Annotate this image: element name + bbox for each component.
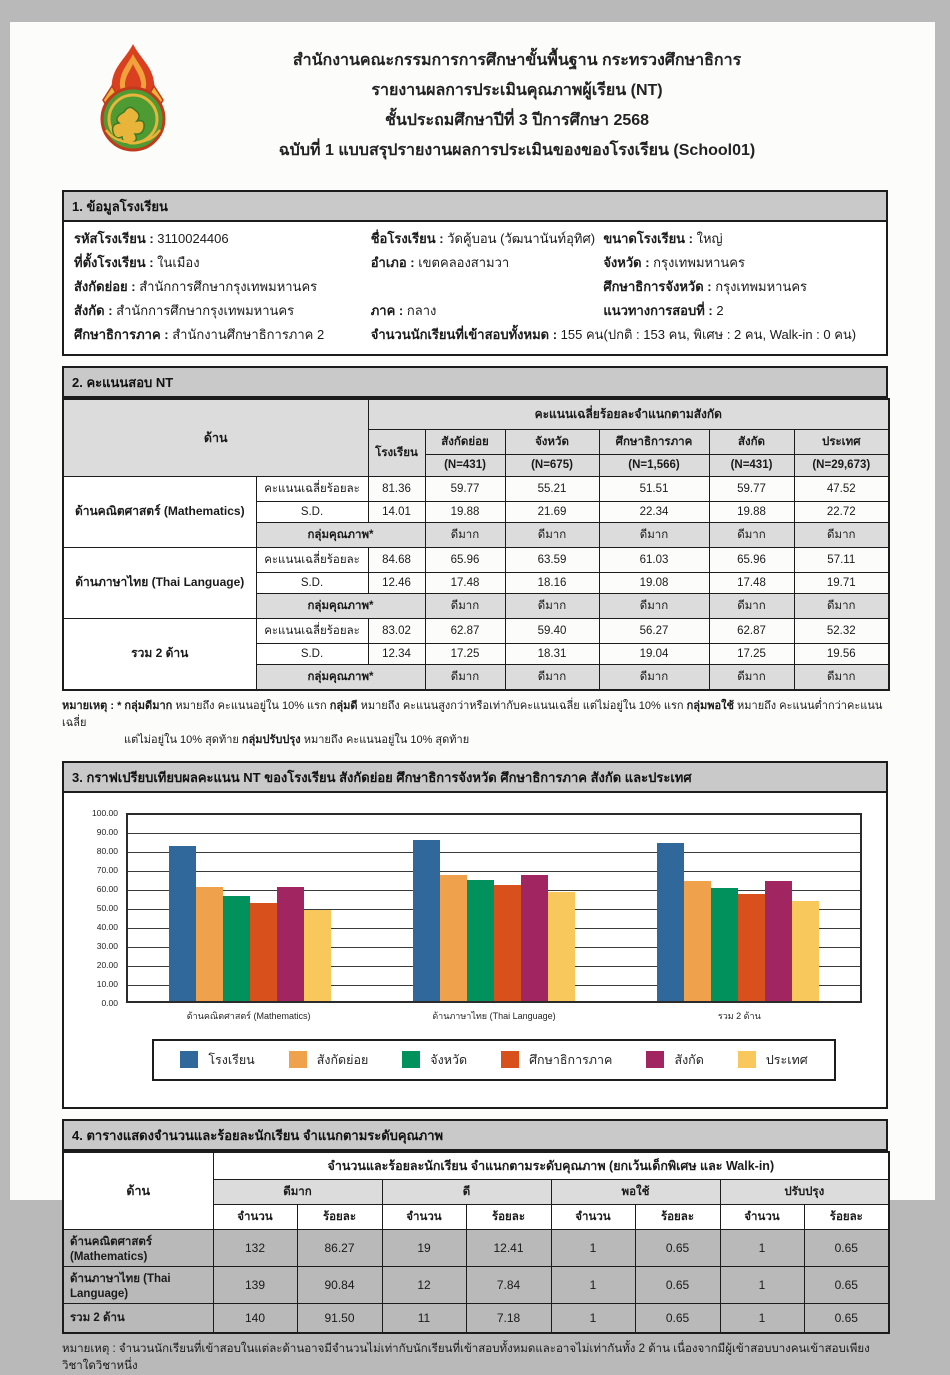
- title-line-1: สำนักงานคณะกรรมการการศึกษาขั้นพื้นฐาน กระทรวงศึกษาธิการ: [292, 52, 742, 69]
- chart-bar-จังหวัด: [711, 888, 738, 1001]
- mean-value-cell: 55.21: [505, 476, 599, 501]
- sd-value-cell: 12.46: [368, 572, 425, 593]
- school-info-field-label: จังหวัด :: [603, 255, 654, 270]
- school-info-empty-cell: [371, 275, 604, 299]
- section3-title: 3. กราฟเปรียบเทียบผลคะแนน NT ของโรงเรียน สังกัดย่อย ศึกษาธิการจังหวัด ศึกษาธิการภาค สังกัด และประเทศ: [64, 763, 886, 793]
- note-segment: แต่ไม่อยู่ใน 10% สุดท้าย: [124, 733, 242, 746]
- legend-swatch: [289, 1051, 307, 1068]
- school-info-field: [371, 227, 604, 251]
- domain-cell: รวม 2 ด้าน: [63, 618, 256, 690]
- school-info-box: [62, 222, 888, 356]
- legend-label: จังหวัด: [430, 1052, 468, 1067]
- mean-value-cell: 83.02: [368, 618, 425, 643]
- col-header-affiliation: จังหวัด: [505, 429, 599, 454]
- quality-value-cell: ดีมาก: [709, 522, 794, 547]
- school-info-field-value: กรุงเทพมหานคร: [715, 279, 808, 294]
- nt-score-row-mean: [63, 547, 889, 572]
- metric-label-sd: S.D.: [256, 643, 368, 664]
- sd-value-cell: 19.08: [599, 572, 709, 593]
- school-info-field-label: สังกัด :: [74, 303, 117, 318]
- col-header-n-count: (N=431): [425, 454, 505, 476]
- title-line-4: ฉบับที่ 1 แบบสรุปรายงานผลการประเมินของของโรงเรียน (School01): [278, 142, 756, 159]
- chart-bar-ศึกษาธิการภาค: [738, 894, 765, 1001]
- school-info-field-label: จำนวนนักเรียนที่เข้าสอบทั้งหมด :: [370, 327, 561, 342]
- legend-item: [180, 1050, 254, 1070]
- x-axis-category-label: ด้านคณิตศาสตร์ (Mathematics): [186, 1010, 311, 1021]
- quality-table-row: [63, 1230, 889, 1267]
- quality-count-cell: 1: [551, 1267, 635, 1304]
- sd-value-cell: 22.34: [599, 501, 709, 522]
- chart-bar-ประเทศ: [304, 910, 331, 1000]
- col-header-n-count: (N=675): [505, 454, 599, 476]
- y-axis-tick-label: 40.00: [96, 921, 118, 932]
- chart-bar-โรงเรียน: [413, 840, 440, 1001]
- school-info-field-value: สำนักการศึกษากรุงเทพมหานคร: [116, 303, 295, 318]
- metric-label-quality: กลุ่มคุณภาพ*: [256, 593, 425, 618]
- domain-cell: รวม 2 ด้าน: [63, 1304, 213, 1333]
- col-header-affiliation: ประเทศ: [794, 429, 889, 454]
- legend-item: [646, 1050, 703, 1070]
- col-header-span: คะแนนเฉลี่ยร้อยละจำแนกตามสังกัด: [368, 399, 889, 429]
- quality-value-cell: ดีมาก: [794, 522, 889, 547]
- q-level-header: ดีมาก: [213, 1180, 382, 1205]
- chart-bar-จังหวัด: [467, 880, 494, 1001]
- chart-bar-ประเทศ: [548, 892, 575, 1001]
- obec-logo: [90, 42, 176, 160]
- quality-value-cell: ดีมาก: [505, 664, 599, 690]
- nt-score-table: [62, 398, 890, 691]
- quality-count-cell: 1: [720, 1304, 804, 1333]
- quality-value-cell: ดีมาก: [709, 664, 794, 690]
- school-info-field-label: ชื่อโรงเรียน :: [370, 231, 448, 246]
- note-segment: กลุ่มดี: [329, 699, 358, 712]
- chart-legend: [152, 1039, 835, 1081]
- quality-count-cell: 1: [551, 1304, 635, 1333]
- note-segment: * กลุ่มดีมาก: [117, 699, 173, 712]
- school-info-field-label: ศึกษาธิการจังหวัด :: [603, 279, 716, 294]
- quality-value-cell: ดีมาก: [599, 522, 709, 547]
- y-axis: [74, 807, 118, 1008]
- section1-title: 1. ข้อมูลโรงเรียน: [62, 190, 888, 222]
- mean-value-cell: 59.77: [709, 476, 794, 501]
- quality-count-cell: 90.84: [297, 1267, 382, 1304]
- school-info-field-label: ขนาดโรงเรียน :: [603, 231, 697, 246]
- metric-label-mean: คะแนนเฉลี่ยร้อยละ: [256, 547, 368, 572]
- col-header-affiliation: สังกัด: [709, 429, 794, 454]
- y-axis-tick-label: 50.00: [96, 902, 118, 913]
- quality-count-cell: 139: [213, 1267, 297, 1304]
- chart-bar-สังกัดย่อย: [440, 875, 467, 1000]
- quality-count-cell: 132: [213, 1230, 297, 1267]
- chart-bar-ประเทศ: [792, 901, 819, 1000]
- school-info-field-label: สังกัดย่อย :: [74, 279, 140, 294]
- school-info-field: [371, 323, 876, 347]
- nt-score-row-mean: [63, 476, 889, 501]
- school-info-field-value: 3110024406: [157, 231, 229, 246]
- legend-swatch: [646, 1051, 664, 1068]
- note-segment: หมายถึง คะแนนอยู่ใน 10% สุดท้าย: [300, 733, 470, 746]
- sd-value-cell: 18.16: [505, 572, 599, 593]
- school-info-field-value: 155 คน(ปกติ : 153 คน, พิเศษ : 2 คน, Walk-in : 0 คน): [560, 327, 857, 342]
- school-info-field: [74, 275, 371, 299]
- bar-group: [169, 815, 331, 1001]
- chart-bar-โรงเรียน: [169, 846, 196, 1001]
- report-header: [62, 38, 888, 180]
- bar-group: [657, 815, 819, 1001]
- q-sub-header: ร้อยละ: [804, 1205, 889, 1230]
- quality-count-cell: 11: [382, 1304, 466, 1333]
- school-info-field: [74, 227, 371, 251]
- sd-value-cell: 19.88: [709, 501, 794, 522]
- chart-bar-สังกัด: [277, 887, 304, 1001]
- chart-bar-ศึกษาธิการภาค: [494, 885, 521, 1001]
- school-info-field: [603, 275, 876, 299]
- metric-label-sd: S.D.: [256, 501, 368, 522]
- quality-count-cell: 0.65: [804, 1267, 889, 1304]
- sd-value-cell: 17.48: [425, 572, 505, 593]
- school-info-row: [74, 323, 876, 347]
- mean-value-cell: 56.27: [599, 618, 709, 643]
- sd-value-cell: 17.48: [709, 572, 794, 593]
- note-segment: หมายถึง คะแนนสูงกว่าหรือเท่ากับคะแนนเฉลี่ย แต่ไม่อยู่ใน 10% แรก: [357, 699, 687, 712]
- chart-area: [64, 793, 886, 1107]
- x-axis: [126, 1009, 862, 1023]
- school-info-field: [371, 251, 604, 275]
- school-info-field-value: เขตคลองสามวา: [418, 255, 510, 270]
- school-info-field-label: ภาค :: [370, 303, 407, 318]
- col-header-n-count: (N=29,673): [794, 454, 889, 476]
- quality-value-cell: ดีมาก: [599, 664, 709, 690]
- y-axis-tick-label: 10.00: [96, 978, 118, 989]
- school-info-field: [603, 227, 876, 251]
- note-segment: หมายเหตุ :: [62, 699, 118, 712]
- mean-value-cell: 62.87: [709, 618, 794, 643]
- title-line-3: ชั้นประถมศึกษาปีที่ 3 ปีการศึกษา 2568: [384, 112, 650, 129]
- chart-plot-area: [126, 813, 862, 1003]
- chart-bar-สังกัดย่อย: [196, 887, 223, 1001]
- school-info-row: [74, 299, 876, 323]
- school-info-field: [74, 323, 371, 347]
- legend-swatch: [501, 1051, 519, 1068]
- report-page: [10, 22, 935, 1372]
- quality-count-cell: 0.65: [635, 1267, 720, 1304]
- note-segment: กลุ่มปรับปรุง: [241, 733, 301, 746]
- school-info-field-label: ที่ตั้งโรงเรียน :: [74, 255, 158, 270]
- note-segment: หมายถึง คะแนนต่ำกว่าคะแนนเฉลี่ย: [62, 699, 883, 729]
- school-info-field-label: ศึกษาธิการภาค :: [74, 327, 173, 342]
- mean-value-cell: 52.32: [794, 618, 889, 643]
- quality-value-cell: ดีมาก: [794, 593, 889, 618]
- school-info-field-value: 2: [716, 303, 724, 318]
- section2-note: [62, 698, 888, 749]
- section2-title: 2. คะแนนสอบ NT: [62, 366, 888, 398]
- sd-value-cell: 17.25: [425, 643, 505, 664]
- school-info-row: [74, 275, 876, 299]
- legend-item: [501, 1050, 612, 1070]
- mean-value-cell: 57.11: [794, 547, 889, 572]
- quality-value-cell: ดีมาก: [709, 593, 794, 618]
- sd-value-cell: 19.71: [794, 572, 889, 593]
- mean-value-cell: 59.77: [425, 476, 505, 501]
- mean-value-cell: 61.03: [599, 547, 709, 572]
- legend-label: โรงเรียน: [208, 1052, 255, 1067]
- mean-value-cell: 59.40: [505, 618, 599, 643]
- col-header-n-count: (N=1,566): [599, 454, 709, 476]
- chart-bar-จังหวัด: [223, 896, 250, 1001]
- school-info-field-value: วัดคู้บอน (วัฒนานันท์อุทิศ): [447, 231, 596, 246]
- q-col-header-domain: ด้าน: [63, 1152, 213, 1230]
- legend-swatch: [402, 1051, 420, 1068]
- y-axis-tick-label: 80.00: [96, 845, 118, 856]
- quality-level-table: [62, 1151, 890, 1334]
- quality-count-cell: 0.65: [804, 1230, 889, 1267]
- school-info-field: [371, 299, 604, 323]
- y-axis-tick-label: 20.00: [96, 959, 118, 970]
- bar-group: [413, 815, 575, 1001]
- metric-label-quality: กลุ่มคุณภาพ*: [256, 522, 425, 547]
- metric-label-quality: กลุ่มคุณภาพ*: [256, 664, 425, 690]
- mean-value-cell: 65.96: [425, 547, 505, 572]
- q-sub-header: จำนวน: [720, 1205, 804, 1230]
- chart-bar-ศึกษาธิการภาค: [250, 903, 277, 1001]
- quality-count-cell: 12.41: [466, 1230, 551, 1267]
- sd-value-cell: 19.88: [425, 501, 505, 522]
- school-info-field-value: ในเมือง: [157, 255, 200, 270]
- mean-value-cell: 84.68: [368, 547, 425, 572]
- legend-label: สังกัดย่อย: [316, 1052, 369, 1067]
- quality-count-cell: 0.65: [635, 1304, 720, 1333]
- quality-value-cell: ดีมาก: [425, 522, 505, 547]
- mean-value-cell: 63.59: [505, 547, 599, 572]
- y-axis-tick-label: 30.00: [96, 940, 118, 951]
- school-info-field-value: กรุงเทพมหานคร: [653, 255, 745, 270]
- mean-value-cell: 51.51: [599, 476, 709, 501]
- q-sub-header: จำนวน: [213, 1205, 297, 1230]
- school-info-field-value: สำนักการศึกษากรุงเทพมหานคร: [139, 279, 318, 294]
- quality-table-row: [63, 1267, 889, 1304]
- quality-count-cell: 0.65: [635, 1230, 720, 1267]
- school-info-field: [74, 299, 371, 323]
- q-level-header: พอใช้: [551, 1180, 720, 1205]
- note-segment: หมายถึง คะแนนอยู่ใน 10% แรก: [172, 699, 330, 712]
- metric-label-mean: คะแนนเฉลี่ยร้อยละ: [256, 618, 368, 643]
- q-level-header: ปรับปรุง: [720, 1180, 889, 1205]
- mean-value-cell: 62.87: [425, 618, 505, 643]
- y-axis-tick-label: 0.00: [101, 997, 118, 1008]
- section2-note-line1: [62, 700, 882, 729]
- y-axis-tick-label: 60.00: [96, 883, 118, 894]
- school-info-field: [603, 251, 876, 275]
- y-axis-tick-label: 90.00: [96, 826, 118, 837]
- chart-bar-สังกัด: [765, 881, 792, 1001]
- mean-value-cell: 81.36: [368, 476, 425, 501]
- y-axis-tick-label: 70.00: [96, 864, 118, 875]
- sd-value-cell: 19.04: [599, 643, 709, 664]
- sd-value-cell: 14.01: [368, 501, 425, 522]
- section2-note-line2: [62, 732, 888, 749]
- quality-count-cell: 19: [382, 1230, 466, 1267]
- legend-item: [738, 1050, 808, 1070]
- legend-swatch: [180, 1051, 198, 1068]
- nt-score-row-mean: [63, 618, 889, 643]
- quality-value-cell: ดีมาก: [505, 522, 599, 547]
- mean-value-cell: 47.52: [794, 476, 889, 501]
- q-sub-header: ร้อยละ: [466, 1205, 551, 1230]
- metric-label-mean: คะแนนเฉลี่ยร้อยละ: [256, 476, 368, 501]
- mean-value-cell: 65.96: [709, 547, 794, 572]
- sd-value-cell: 22.72: [794, 501, 889, 522]
- x-axis-category-label: ด้านภาษาไทย (Thai Language): [432, 1010, 556, 1021]
- quality-count-cell: 7.84: [466, 1267, 551, 1304]
- domain-cell: ด้านภาษาไทย (Thai Language): [63, 1267, 213, 1304]
- quality-table-row: [63, 1304, 889, 1333]
- quality-count-cell: 91.50: [297, 1304, 382, 1333]
- obec-logo-graphic: [90, 42, 176, 160]
- school-info-field: [603, 299, 876, 323]
- q-sub-header: จำนวน: [551, 1205, 635, 1230]
- school-info-row: [74, 227, 876, 251]
- domain-cell: ด้านภาษาไทย (Thai Language): [63, 547, 256, 618]
- section4-note: หมายเหตุ : จำนวนนักเรียนที่เข้าสอบในแต่ละด้านอาจมีจำนวนไม่เท่ากับนักเรียนที่เข้าสอบทั้งหมดและอาจไม่เท่ากันทั้ง 2 ด้าน เนื่องจากมีผู้เข้าสอบบางคนเข้าสอบเพียงวิชาใดวิชาหนึ่ง: [62, 1342, 870, 1372]
- chart-bar-โรงเรียน: [657, 843, 684, 1001]
- col-header-school: โรงเรียน: [368, 429, 425, 476]
- q-sub-header: ร้อยละ: [297, 1205, 382, 1230]
- school-info-field-value: ใหญ่: [696, 231, 723, 246]
- domain-cell: ด้านคณิตศาสตร์ (Mathematics): [63, 1230, 213, 1267]
- q-sub-header: ร้อยละ: [635, 1205, 720, 1230]
- quality-count-cell: 86.27: [297, 1230, 382, 1267]
- quality-count-cell: 7.18: [466, 1304, 551, 1333]
- sd-value-cell: 21.69: [505, 501, 599, 522]
- legend-item: [289, 1050, 369, 1070]
- sd-value-cell: 18.31: [505, 643, 599, 664]
- col-header-n-count: (N=431): [709, 454, 794, 476]
- sd-value-cell: 12.34: [368, 643, 425, 664]
- quality-count-cell: 1: [720, 1267, 804, 1304]
- quality-value-cell: ดีมาก: [505, 593, 599, 618]
- col-header-affiliation: สังกัดย่อย: [425, 429, 505, 454]
- school-info-field-label: อำเภอ :: [370, 255, 419, 270]
- school-info-field-value: สำนักงานศึกษาธิการภาค 2: [172, 327, 325, 342]
- quality-count-cell: 140: [213, 1304, 297, 1333]
- y-axis-tick-label: 100.00: [92, 807, 118, 818]
- school-info-field-label: แนวทางการสอบที่ :: [603, 303, 717, 318]
- nt-comparison-chart-section: [62, 761, 888, 1109]
- section4-title: 4. ตารางแสดงจำนวนและร้อยละนักเรียน จำแนกตามระดับคุณภาพ: [62, 1119, 888, 1151]
- legend-swatch: [738, 1051, 756, 1068]
- quality-value-cell: ดีมาก: [425, 593, 505, 618]
- legend-item: [402, 1050, 467, 1070]
- q-sub-header: จำนวน: [382, 1205, 466, 1230]
- domain-cell: ด้านคณิตศาสตร์ (Mathematics): [63, 476, 256, 547]
- quality-value-cell: ดีมาก: [599, 593, 709, 618]
- quality-value-cell: ดีมาก: [794, 664, 889, 690]
- x-axis-category-label: รวม 2 ด้าน: [717, 1010, 761, 1021]
- school-info-field: [74, 251, 371, 275]
- quality-value-cell: ดีมาก: [425, 664, 505, 690]
- report-title-block: [172, 38, 862, 166]
- legend-label: ศึกษาธิการภาค: [529, 1052, 613, 1067]
- quality-count-cell: 1: [720, 1230, 804, 1267]
- quality-count-cell: 1: [551, 1230, 635, 1267]
- school-info-field-label: รหัสโรงเรียน :: [74, 231, 158, 246]
- sd-value-cell: 17.25: [709, 643, 794, 664]
- legend-label: ประเทศ: [765, 1052, 808, 1067]
- note-segment: กลุ่มพอใช้: [686, 699, 734, 712]
- legend-label: สังกัด: [674, 1052, 704, 1067]
- chart-bar-สังกัด: [521, 875, 548, 1000]
- school-info-field-value: กลาง: [406, 303, 437, 318]
- col-header-domain: ด้าน: [63, 399, 368, 476]
- quality-count-cell: 12: [382, 1267, 466, 1304]
- quality-count-cell: 0.65: [804, 1304, 889, 1333]
- q-col-header-span: จำนวนและร้อยละนักเรียน จำแนกตามระดับคุณภาพ (ยกเว้นเด็กพิเศษ และ Walk-in): [213, 1152, 889, 1180]
- chart-bar-สังกัดย่อย: [684, 881, 711, 1001]
- title-line-2: รายงานผลการประเมินคุณภาพผู้เรียน (NT): [371, 82, 663, 99]
- col-header-affiliation: ศึกษาธิการภาค: [599, 429, 709, 454]
- q-level-header: ดี: [382, 1180, 551, 1205]
- school-info-row: [74, 251, 876, 275]
- metric-label-sd: S.D.: [256, 572, 368, 593]
- sd-value-cell: 19.56: [794, 643, 889, 664]
